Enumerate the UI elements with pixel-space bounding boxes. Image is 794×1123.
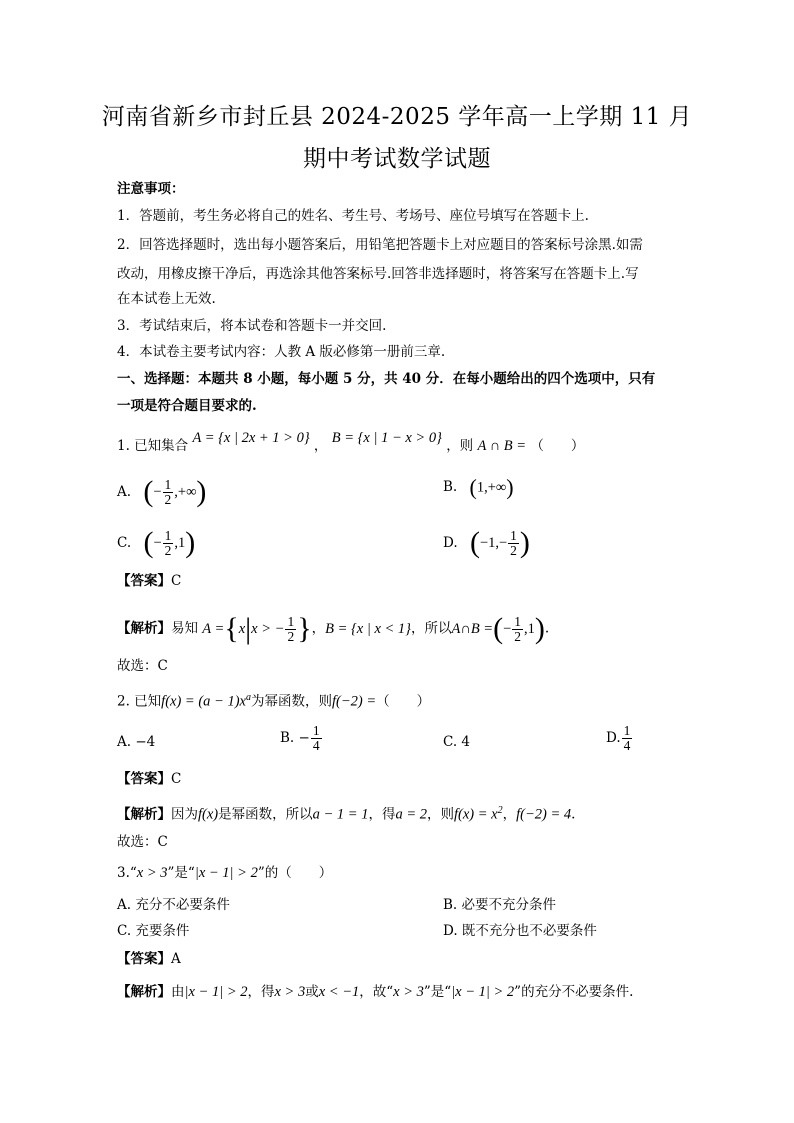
q2-option-b-label: B. − <box>280 730 310 746</box>
notice-heading: 注意事项： <box>117 181 185 197</box>
q3-answer-tag: 【答案】 <box>117 951 171 967</box>
q2-conclusion: 故选：C <box>117 834 168 850</box>
q2-ask: f(−2) = <box>331 693 377 710</box>
exam-title-line1: 河南省新乡市封丘县 2024-2025 学年高一上学期 11 月 <box>101 104 693 130</box>
q3-option-b: B. 必要不充分条件 <box>443 897 557 913</box>
q3-analysis-2: |x − 1| > 2 <box>184 984 248 1000</box>
q1-option-d: D. (−1,− $\frac{1}{2}$ ) <box>443 526 530 559</box>
notice-item-2b: 改动，用橡皮擦干净后，再选涂其他答案标号.回答非选择题时，将答案写在答题卡上.写 <box>117 266 639 282</box>
q1-option-c: C. (− $\frac{1}{2}$ ,1) <box>117 526 196 559</box>
q1-analysis-mid: ，所以 <box>410 620 452 637</box>
q3-analysis <box>117 983 633 1001</box>
q2-analysis-4: a − 1 = 1 <box>312 806 369 823</box>
q1-set-b: B = {x | 1 − x > 0} <box>331 430 442 446</box>
q2-option-a: A. −4 <box>117 734 156 750</box>
q2-analysis-6: a = 2 <box>395 806 427 823</box>
q1-analysis-tag: 【解析】 <box>117 620 171 637</box>
q2-answer-value: C <box>171 771 182 787</box>
q3-cond-2: |x − 1| > 2 <box>194 865 258 881</box>
q1-analysis: 【解析】易知 A ={x|x > − $\frac{1}{2}$ }，B = {x | x < 1}，所以A∩B =(− $\frac{1}{2}$ ,1). <box>117 612 550 645</box>
notice-item-2a: 2．回答选择题时，选出每小题答案后，用铅笔把答题卡上对应题目的答案标号涂黑.如需 <box>117 237 643 253</box>
q2-analysis-9: ， <box>502 806 517 823</box>
q1-comma: ， <box>313 438 328 454</box>
q1-option-b: B. (1,+∞) <box>443 474 514 500</box>
q1-analysis-end: . <box>544 620 550 637</box>
q3-option-a: A. 充分不必要条件 <box>117 897 230 913</box>
q2-analysis-tag: 【解析】 <box>117 806 171 823</box>
q3-analysis-3: ，得 <box>247 984 275 1000</box>
q3-answer-value: A <box>171 951 181 967</box>
q3-analysis-5: 或 <box>305 984 319 1000</box>
q2-analysis-3: 是幂函数，所以 <box>218 806 313 823</box>
q2-option-d-label: D. <box>606 730 621 746</box>
q3-answer <box>117 950 181 968</box>
q2-mid: 为幂函数，则 <box>250 693 332 710</box>
q1-answer <box>117 572 181 590</box>
q2-analysis-11: . <box>571 806 576 823</box>
q1-paren: （ ） <box>530 438 585 454</box>
q2-option-d: D. $\frac{1}{4}$ <box>606 723 631 753</box>
q2-analysis-8: f(x) = x <box>454 806 498 823</box>
q3-analysis-4: x > 3 <box>274 984 306 1000</box>
q1-expr: A ∩ B = <box>477 438 527 454</box>
q2-expr: f(x) = (a − 1)x <box>161 693 246 710</box>
q2-analysis-2: f(x) <box>198 806 219 823</box>
q1-analysis-pre: 易知 <box>171 620 198 637</box>
q1-answer-value: C <box>171 573 182 589</box>
q1-option-a-label: A. <box>117 483 132 500</box>
question-1 <box>117 430 585 455</box>
q1-prefix: 1. 已知集合 <box>117 438 189 454</box>
q3-analysis-9: ”是“ <box>423 984 452 1000</box>
notice-item-4: 4．本试卷主要考试内容：人教 A 版必修第一册前三章. <box>117 344 446 360</box>
question-3 <box>117 864 332 882</box>
q3-analysis-7: ，故“ <box>359 984 394 1000</box>
q2-answer <box>117 770 181 788</box>
q2-analysis-7: ，则 <box>427 806 454 823</box>
q1-ask: ，则 <box>446 438 474 454</box>
q3-prefix: 3.“ <box>117 865 137 881</box>
q3-option-c: C. 充要条件 <box>117 923 190 939</box>
q2-prefix: 2. 已知 <box>117 693 162 710</box>
q2-option-b: B. − $\frac{1}{4}$ <box>280 723 320 753</box>
notice-item-2c: 在本试卷上无效. <box>117 291 216 307</box>
q1-option-c-label: C. <box>117 534 132 551</box>
notice-item-1: 1．答题前，考生务必将自己的姓名、考生号、考场号、座位号填写在答题卡上. <box>117 208 589 224</box>
section1-instructions: 一、选择题：本题共 8 小题，每小题 5 分，共 40 分．在每小题给出的四个选项中，只有 <box>117 371 656 387</box>
q2-answer-tag: 【答案】 <box>117 771 171 787</box>
q3-analysis-tag: 【解析】 <box>117 984 171 1000</box>
q2-analysis-1: 因为 <box>171 806 198 823</box>
q3-option-d: D. 既不充分也不必要条件 <box>443 923 597 939</box>
q1-conclusion: 故选：C <box>117 658 168 674</box>
section1-instructions-2: 一项是符合题目要求的. <box>117 398 257 414</box>
q3-analysis-10: |x − 1| > 2 <box>451 984 515 1000</box>
exam-title-line2: 期中考试数学试题 <box>303 146 491 172</box>
q1-option-b-label: B. <box>443 479 458 495</box>
q2-analysis-10: f(−2) = 4 <box>516 806 572 823</box>
q1-option-a: A. (− $\frac{1}{2}$ ,+∞) <box>117 475 207 508</box>
q2-exponent: a <box>245 692 251 703</box>
q3-analysis-6: x < −1 <box>318 984 360 1000</box>
q3-analysis-1: 由 <box>171 984 185 1000</box>
q1-option-d-label: D. <box>443 534 458 551</box>
q1-answer-tag: 【答案】 <box>117 573 171 589</box>
q3-analysis-11: ”的充分不必要条件. <box>514 984 634 1000</box>
question-2 <box>117 689 430 711</box>
q1-set-a: A = {x | 2x + 1 > 0} <box>192 430 310 446</box>
q3-cond-1: x > 3 <box>136 865 168 881</box>
q2-option-c: C. 4 <box>443 734 471 750</box>
q2-paren: （ ） <box>376 693 431 710</box>
notice-item-3: 3．考试结束后，将本试卷和答题卡一并交回. <box>117 318 387 334</box>
q3-analysis-8: x > 3 <box>393 984 424 1000</box>
q2-analysis-5: ，得 <box>368 806 396 823</box>
q3-end: ”的（ ） <box>257 865 333 881</box>
q3-mid: ”是“ <box>167 865 195 881</box>
q2-analysis: 【解析】因为f(x)是幂函数，所以a − 1 = 1，得a = 2，则$f(x) = x^2$，f(−2) = 4. <box>117 805 576 823</box>
